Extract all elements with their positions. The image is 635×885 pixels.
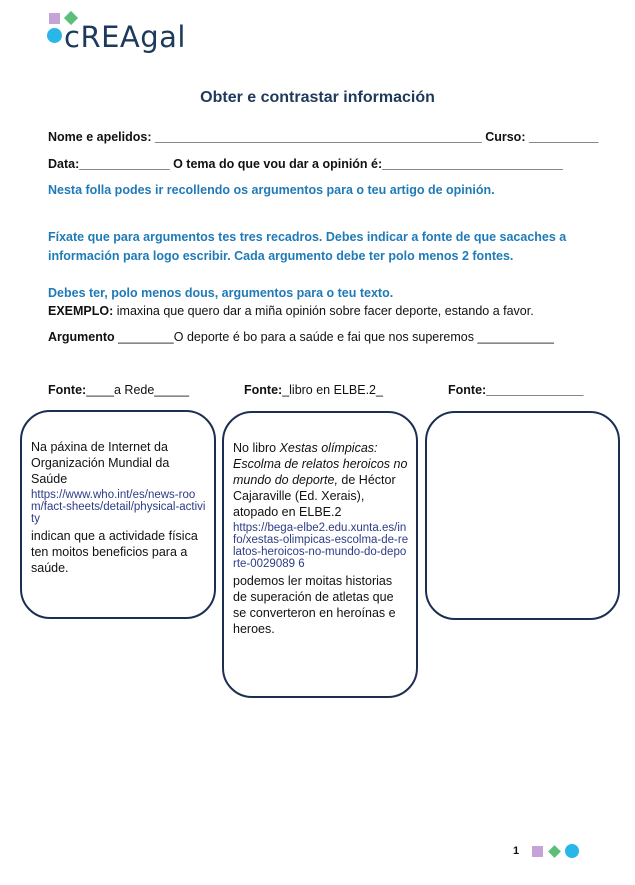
purple-square-icon	[532, 846, 543, 857]
argument-blank-2: ___________	[473, 330, 554, 344]
source-1	[48, 383, 189, 397]
source-1-value[interactable]: ____a Rede_____	[86, 383, 190, 397]
source-2-label: Fonte:	[244, 383, 283, 397]
box-2-link[interactable]: https://bega-elbe2.edu.xunta.es/info/xestas-olimpicas-escolma-de-relatos-heroicos-no-mundo-do-deporte-0029089 6	[233, 522, 409, 570]
source-3	[448, 383, 584, 397]
creagal-logo	[47, 10, 187, 54]
source-3-label: Fonte:	[448, 383, 487, 397]
argument-blank-1: ________	[114, 330, 174, 344]
argument-line	[48, 330, 554, 344]
argument-label: Argumento	[48, 330, 115, 344]
page-number: 1	[513, 845, 520, 857]
box-1-body: indican que a actividade física ten moitos beneficios para a saúde.	[31, 529, 198, 575]
cyan-circle-icon	[565, 844, 579, 858]
instruction-minimum: Debes ter, polo menos dous, argumentos para o teu texto.	[48, 286, 394, 300]
box-1-link[interactable]: https://www.who.int/es/news-room/fact-sheets/detail/physical-activity	[31, 489, 206, 525]
example-line	[48, 304, 534, 318]
page-title: Obter e contrastar información	[200, 89, 435, 106]
date-field[interactable]: _____________	[79, 157, 170, 171]
course-field[interactable]: __________	[528, 130, 599, 144]
purple-square-icon	[49, 13, 60, 24]
topic-field[interactable]: __________________________	[382, 157, 563, 171]
date-topic-line	[48, 157, 563, 171]
box-2-intro: No libro	[233, 441, 280, 455]
source-2-value[interactable]: _libro en ELBE.2_	[282, 383, 383, 397]
name-field[interactable]: _______________________________________________	[154, 130, 482, 144]
box-2-author: de Héctor Cajaraville (Ed. Xerais), atopado en ELBE.2	[233, 473, 396, 519]
example-label: EXEMPLO:	[48, 304, 114, 318]
example-text: imaxina que quero dar a miña opinión sobre facer deporte, estando a favor.	[113, 304, 534, 318]
name-label: Nome e apelidos:	[48, 130, 155, 144]
course-label: Curso:	[481, 130, 529, 144]
instruction-intro: Nesta folla podes ir recollendo os argumentos para o teu artigo de opinión.	[48, 183, 495, 197]
source-2	[244, 383, 383, 397]
source-box-1-content	[31, 439, 207, 576]
page-footer	[513, 843, 593, 861]
cyan-circle-icon	[47, 28, 62, 43]
topic-label: O tema do que vou dar a opinión é:	[169, 157, 383, 171]
box-2-book-title: Xestas olímpicas: Escolma de relatos heroicos no mundo do deporte,	[233, 441, 408, 487]
name-course-line	[48, 130, 599, 144]
box-1-intro: Na páxina de Internet da Organización Mundial da Saúde	[31, 440, 170, 486]
instruction-sources: Fíxate que para argumentos tes tres recadros. Debes indicar a fonte de que sacaches a información para logo escribir. Cada argumento debe ter polo menos 2 fontes.	[48, 230, 567, 263]
source-3-value[interactable]: ______________	[486, 383, 584, 397]
source-box-3[interactable]	[425, 411, 620, 620]
logo-text: cREAgal	[64, 20, 186, 54]
source-1-label: Fonte:	[48, 383, 87, 397]
box-2-body: podemos ler moitas historias de superación de atletas que se converteron en heroínas e heroes.	[233, 574, 396, 636]
argument-text: O deporte é bo para a saúde e fai que nos superemos	[173, 330, 474, 344]
date-label: Data:	[48, 157, 80, 171]
green-diamond-icon	[548, 845, 561, 858]
source-box-2-content	[233, 440, 409, 637]
